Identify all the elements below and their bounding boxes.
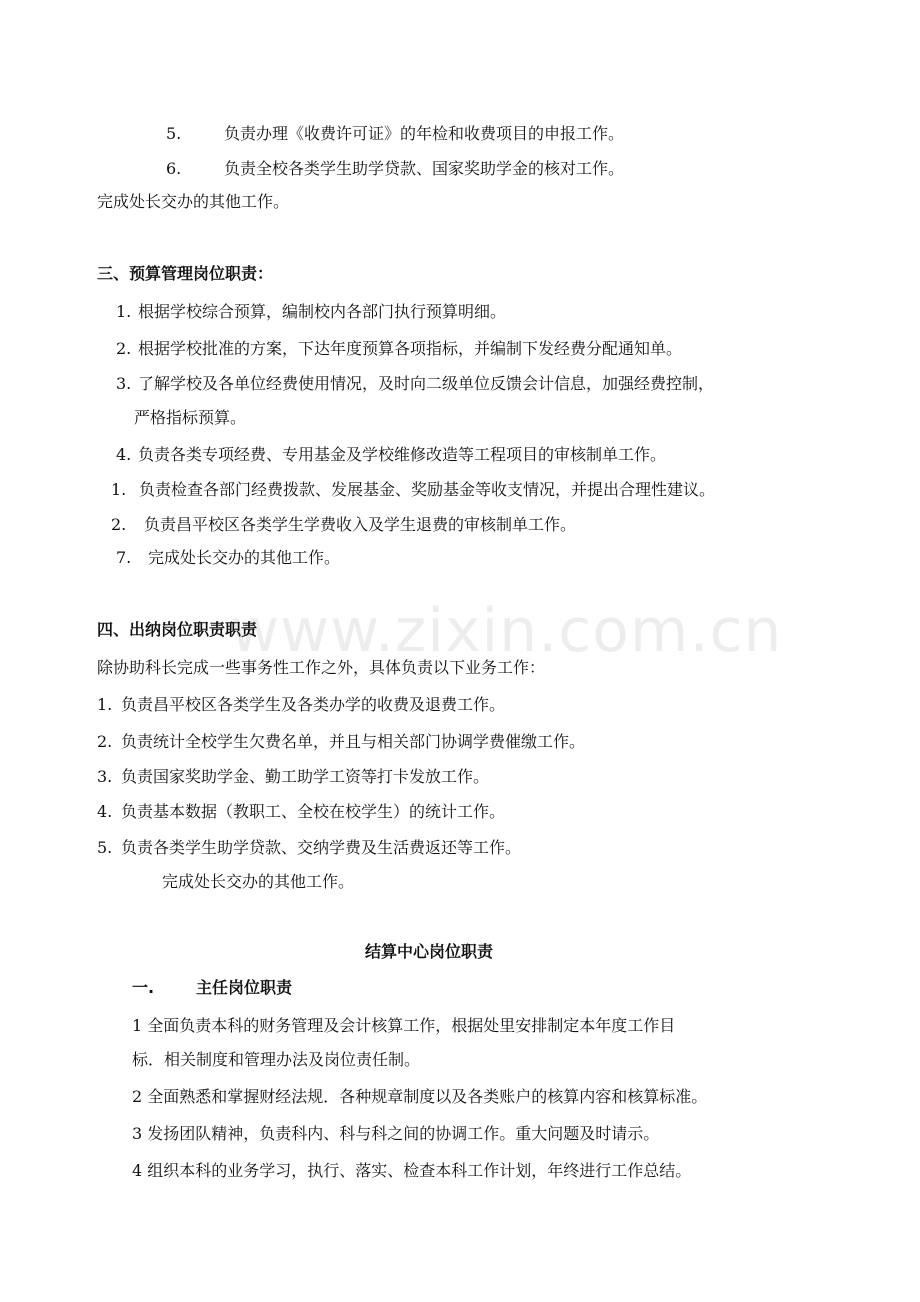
item-number: 1. xyxy=(97,695,113,714)
item-text: 负责检查各部门经费拨款、发展基金、奖励基金等收支情况，并提出合理性建议。 xyxy=(139,480,716,499)
item-text: 负责国家奖助学金、勤工助学工资等打卡发放工作。 xyxy=(121,767,490,786)
list-item xyxy=(116,338,682,360)
list-item xyxy=(97,694,505,716)
list-item xyxy=(97,766,489,788)
paragraph: 4 组织本科的业务学习，执行、落实、检查本科工作计划，年终进行工作总结。 xyxy=(132,1161,692,1180)
paragraph: 除协助科长完成一些事务性工作之外，具体负责以下业务工作： xyxy=(97,658,546,677)
item-number: 5. xyxy=(97,838,113,857)
item-text: 负责办理《收费许可证》的年检和收费项目的申报工作。 xyxy=(224,124,625,143)
paragraph: 标．相关制度和管理办法及岗位责任制。 xyxy=(132,1050,421,1069)
item-number: 2. xyxy=(116,339,132,358)
item-number: 7. xyxy=(116,548,132,567)
page-title: 结算中心岗位职责 xyxy=(365,942,494,961)
item-number: 2. xyxy=(97,732,113,751)
item-number: 3. xyxy=(116,374,132,393)
item-text: 负责各类专项经费、专用基金及学校维修改造等工程项目的审核制单工作。 xyxy=(138,445,667,464)
item-text: 负责统计全校学生欠费名单，并且与相关部门协调学费催缴工作。 xyxy=(121,732,586,751)
paragraph: 完成处长交办的其他工作。 xyxy=(97,192,290,211)
list-item-continuation: 严格指标预算。 xyxy=(134,408,247,427)
list-item xyxy=(97,801,505,823)
item-text: 了解学校及各单位经费使用情况，及时向二级单位反馈会计信息，加强经费控制， xyxy=(138,374,715,393)
item-number: 4. xyxy=(116,445,132,464)
item-text: 根据学校批准的方案，下达年度预算各项指标，并编制下发经费分配通知单。 xyxy=(138,339,683,358)
item-text: 负责各类学生助学贷款、交纳学费及生活费返还等工作。 xyxy=(121,838,522,857)
list-item xyxy=(166,123,624,145)
paragraph: 2 全面熟悉和掌握财经法规．各种规章制度以及各类账户的核算内容和核算标准。 xyxy=(132,1087,708,1106)
sub-heading-text: 主任岗位职责 xyxy=(196,978,293,997)
list-item xyxy=(116,373,714,395)
list-item xyxy=(116,301,506,323)
item-number: 1. xyxy=(111,480,127,499)
item-number: 1. xyxy=(116,302,132,321)
item-text: 根据学校综合预算，编制校内各部门执行预算明细。 xyxy=(138,302,507,321)
list-item xyxy=(111,479,715,501)
item-text: 负责基本数据（教职工、全校在校学生）的统计工作。 xyxy=(121,802,506,821)
item-number: 4. xyxy=(97,802,113,821)
list-item xyxy=(111,514,576,536)
item-text: 负责昌平校区各类学生学费收入及学生退费的审核制单工作。 xyxy=(144,515,577,534)
sub-heading xyxy=(132,977,292,999)
paragraph: 1 全面负责本科的财务管理及会计核算工作，根据处里安排制定本年度工作目 xyxy=(132,1016,676,1035)
section-heading: 三、预算管理岗位职责： xyxy=(97,264,274,283)
list-item xyxy=(97,837,521,859)
item-number: 2. xyxy=(111,515,127,534)
item-number: 3. xyxy=(97,767,113,786)
item-text: 负责全校各类学生助学贷款、国家奖助学金的核对工作。 xyxy=(224,159,625,178)
watermark-text: www.zixin.com.cn xyxy=(230,596,783,666)
item-number: 5. xyxy=(166,124,182,143)
item-text: 完成处长交办的其他工作。 xyxy=(148,548,341,567)
paragraph: 完成处长交办的其他工作。 xyxy=(162,872,355,891)
sub-heading-number: 一. xyxy=(132,978,155,997)
list-item xyxy=(166,158,624,180)
item-text: 负责昌平校区各类学生及各类办学的收费及退费工作。 xyxy=(121,695,506,714)
list-item xyxy=(116,547,340,569)
list-item xyxy=(116,444,666,466)
item-number: 6. xyxy=(166,159,182,178)
paragraph: 3 发扬团队精神，负责科内、科与科之间的协调工作。重大问题及时请示。 xyxy=(132,1124,660,1143)
section-heading: 四、出纳岗位职责职责 xyxy=(97,620,258,639)
list-item xyxy=(97,731,585,753)
